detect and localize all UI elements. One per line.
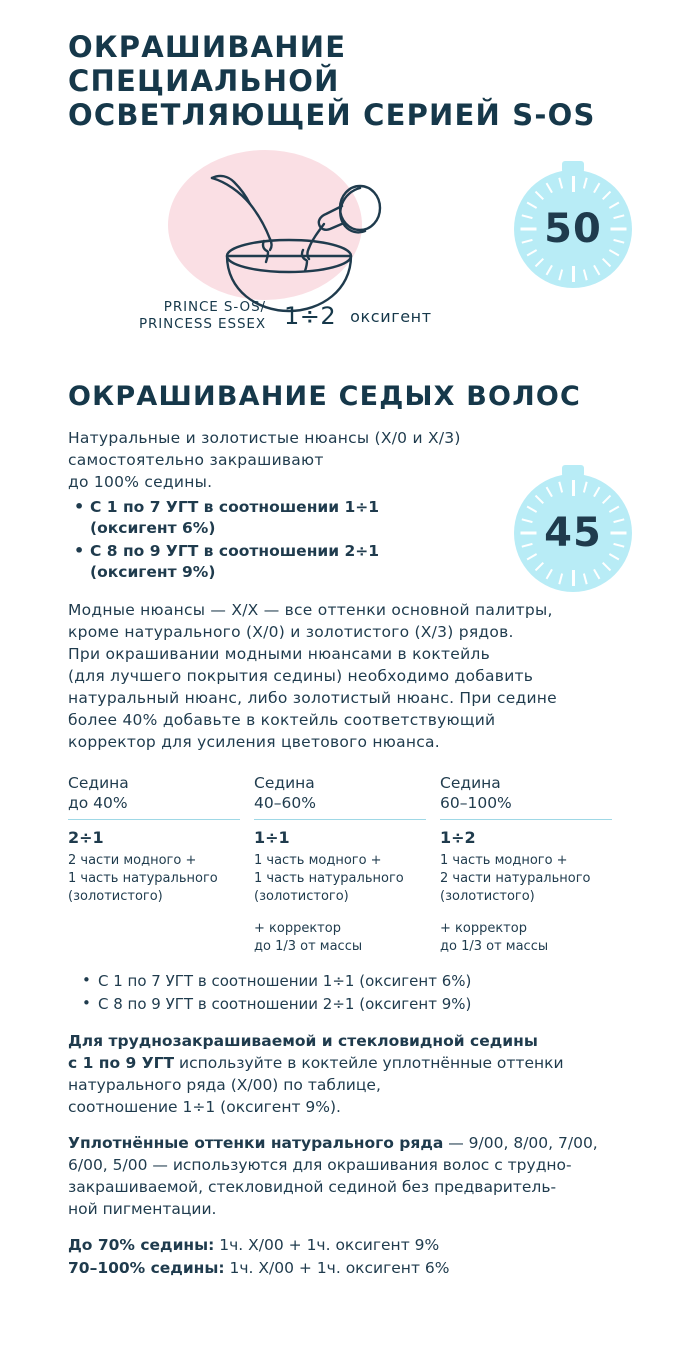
para-line-2: При окрашивании модными нюансами в коктейль bbox=[68, 645, 490, 663]
col2-head-line1: Седина bbox=[440, 774, 501, 792]
col0-desc-line3: (золотистого) bbox=[68, 889, 163, 904]
col2-desc-line1: 1 часть модного + bbox=[440, 853, 568, 868]
dense-shades-line1-rest: — 9/00, 8/00, 7/00, bbox=[443, 1134, 598, 1152]
mix-ratio-row bbox=[98, 299, 518, 333]
dense-shades-line2: 6/00, 5/00 — используются для окрашивания волос с трудно- bbox=[68, 1156, 572, 1174]
footer-row-1 bbox=[68, 1234, 628, 1257]
list-item bbox=[68, 541, 628, 583]
col0-desc bbox=[68, 852, 240, 906]
brand-line2: PRINCESS ESSEX bbox=[138, 316, 266, 332]
list-item bbox=[68, 497, 628, 539]
col1-head-line1: Седина bbox=[254, 774, 315, 792]
col1-extra bbox=[254, 920, 426, 956]
oxygen-label: оксигент bbox=[350, 306, 432, 326]
dense-shades-line3: закрашиваемой, стекловидной сединой без предваритель- bbox=[68, 1178, 557, 1196]
col2-desc-line2: 2 части натурального bbox=[440, 871, 591, 886]
col0-head-line1: Седина bbox=[68, 774, 129, 792]
col0-head-line2: до 40% bbox=[68, 794, 128, 812]
column-rule-2 bbox=[440, 819, 612, 820]
list-item: • С 8 по 9 УГТ в соотношении 2÷1 (оксигент 9%) bbox=[68, 993, 628, 1016]
col1-extra-line2: до 1/3 от массы bbox=[254, 939, 363, 954]
col2-ratio: 1÷2 bbox=[440, 828, 476, 847]
bullet-main-0: С 1 по 7 УГТ в соотношении 1÷1 bbox=[90, 498, 380, 516]
col1-head-line2: 40–60% bbox=[254, 794, 316, 812]
gray-ratio-table bbox=[68, 773, 628, 956]
bullet-main-1: С 8 по 9 УГТ в соотношении 2÷1 bbox=[90, 542, 380, 560]
hard-gray-bold-line: Для труднозакрашиваемой и стекловидной седины bbox=[68, 1032, 538, 1050]
col0-ratio: 2÷1 bbox=[68, 828, 104, 847]
column-rule-0 bbox=[68, 819, 240, 820]
section-title-gray-hair: ОКРАШИВАНИЕ СЕДЫХ ВОЛОС bbox=[68, 381, 581, 412]
bowl-and-bottle-icon bbox=[164, 144, 464, 319]
brand-line1: PRINCE S-OS/ bbox=[163, 299, 266, 315]
col0-desc-line1: 2 части модного + bbox=[68, 853, 197, 868]
gray-intro-line3: до 100% седины. bbox=[68, 473, 213, 491]
col2-extra bbox=[440, 920, 612, 956]
col1-desc-line3: (золотистого) bbox=[254, 889, 349, 904]
col2-desc-line3: (золотистого) bbox=[440, 889, 535, 904]
col2-desc bbox=[440, 852, 612, 906]
table-column-2 bbox=[440, 773, 626, 956]
footer-row-2 bbox=[68, 1257, 628, 1280]
list-item: • С 1 по 7 УГТ в соотношении 1÷1 (оксигент 6%) bbox=[68, 970, 628, 993]
footer-row1-bold: До 70% седины: bbox=[68, 1236, 215, 1254]
dense-shades-block bbox=[68, 1132, 628, 1220]
col0-desc-line2: 1 часть натурального bbox=[68, 871, 218, 886]
timer-50-value: 50 bbox=[544, 206, 602, 252]
footer-row2-bold: 70–100% седины: bbox=[68, 1259, 225, 1277]
bullet-sub-1: (оксигент 9%) bbox=[90, 563, 216, 581]
para-line-4: натуральный нюанс, либо золотистый нюанс. При седине bbox=[68, 689, 557, 707]
para-line-0: Модные нюансы — Х/Х — все оттенки основной палитры, bbox=[68, 601, 553, 619]
column-header-2 bbox=[440, 773, 612, 813]
footer-row2-rest: 1ч. Х/00 + 1ч. оксигент 6% bbox=[224, 1259, 450, 1277]
col1-ratio: 1÷1 bbox=[254, 828, 290, 847]
hard-gray-line4: соотношение 1÷1 (оксигент 9%). bbox=[68, 1098, 341, 1116]
hard-gray-block bbox=[68, 1030, 628, 1118]
col1-desc-line1: 1 часть модного + bbox=[254, 853, 382, 868]
bullet-sub-0: (оксигент 6%) bbox=[90, 519, 216, 537]
para-line-5: более 40% добавьте в коктейль соответствующий bbox=[68, 711, 496, 729]
after-table-bullets bbox=[68, 970, 628, 1016]
hard-gray-line3: натурального ряда (Х/00) по таблице, bbox=[68, 1076, 381, 1094]
footer-ratios-block bbox=[68, 1234, 628, 1280]
column-rule-1 bbox=[254, 819, 426, 820]
col2-extra-line1: + корректор bbox=[440, 921, 527, 936]
para-line-1: кроме натурального (Х/0) и золотистого (Х/3) рядов. bbox=[68, 623, 514, 641]
column-header-0 bbox=[68, 773, 240, 813]
brand-label bbox=[98, 299, 266, 333]
table-column-0 bbox=[68, 773, 254, 956]
col1-desc-line2: 1 часть натурального bbox=[254, 871, 404, 886]
para-line-6: корректор для усиления цветового нюанса. bbox=[68, 733, 440, 751]
footer-row1-rest: 1ч. Х/00 + 1ч. оксигент 9% bbox=[214, 1236, 440, 1254]
col1-desc bbox=[254, 852, 426, 906]
para-line-3: (для лучшего покрытия седины) необходимо добавить bbox=[68, 667, 534, 685]
dense-shades-line4: ной пигментации. bbox=[68, 1200, 217, 1218]
col2-head-line2: 60–100% bbox=[440, 794, 512, 812]
dense-shades-bold-lead: Уплотнённые оттенки натурального ряда bbox=[68, 1134, 444, 1152]
table-column-1 bbox=[254, 773, 440, 956]
col2-extra-line2: до 1/3 от массы bbox=[440, 939, 549, 954]
timer-45-value: 45 bbox=[544, 510, 602, 556]
page-title-line1: ОКРАШИВАНИЕ СПЕЦИАЛЬНОЙ bbox=[68, 30, 347, 98]
mix-ratio-value: 1÷2 bbox=[284, 302, 337, 330]
page-title bbox=[68, 0, 628, 132]
gray-intro-block bbox=[68, 427, 508, 493]
fashion-shades-paragraph bbox=[68, 599, 628, 753]
gray-intro-line1: Натуральные и золотистые нюансы (Х/0 и Х/3) bbox=[68, 429, 461, 447]
gray-intro-line2: самостоятельно закрашивают bbox=[68, 451, 324, 469]
timer-50 bbox=[514, 170, 632, 288]
column-header-1 bbox=[254, 773, 426, 813]
page-title-line2: ОСВЕТЛЯЮЩЕЙ СЕРИЕЙ S-OS bbox=[68, 98, 596, 132]
hard-gray-line2-rest: используйте в коктейле уплотнённые оттенки bbox=[174, 1054, 564, 1072]
hard-gray-line2-bold: с 1 по 9 УГТ bbox=[68, 1054, 175, 1072]
col1-extra-line1: + корректор bbox=[254, 921, 341, 936]
